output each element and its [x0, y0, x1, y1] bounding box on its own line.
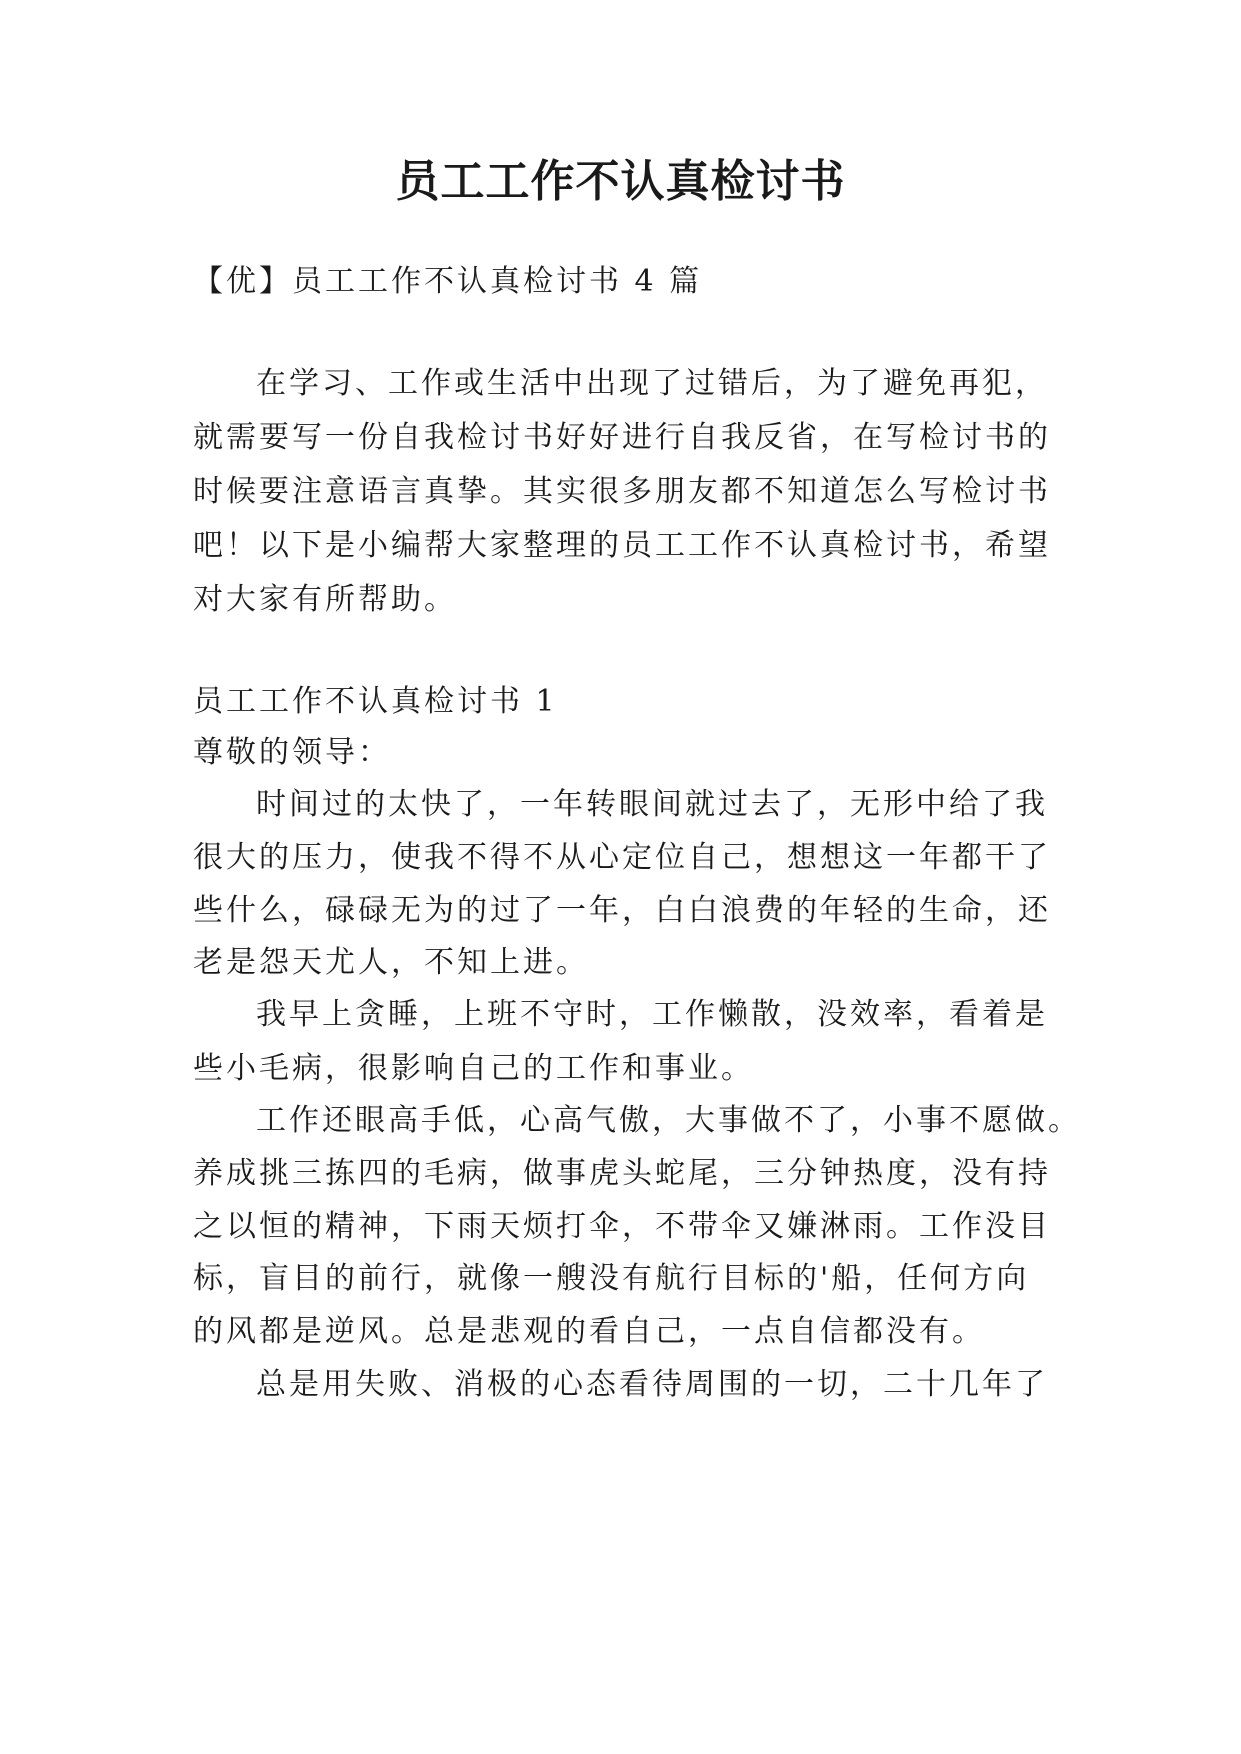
intro-line: 在学习、工作或生活中出现了过错后，为了避免再犯， — [256, 366, 1048, 401]
body-line: 些小毛病，很影响自己的工作和事业。 — [193, 1051, 754, 1086]
intro-line: 时候要注意语言真挚。其实很多朋友都不知道怎么写检讨书 — [193, 474, 1051, 509]
body-line: 老是怨天尤人，不知上进。 — [193, 945, 589, 980]
body-line: 很大的压力，使我不得不从心定位自己，想想这一年都干了 — [193, 840, 1051, 875]
body-line: 总是用失败、消极的心态看待周围的一切，二十几年了 — [256, 1367, 1048, 1402]
body-line: 之以恒的精神，下雨天烦打伞，不带伞又嫌淋雨。工作没目 — [193, 1209, 1051, 1244]
body-line: 的风都是逆风。总是悲观的看自己，一点自信都没有。 — [193, 1314, 985, 1349]
body-line: 我早上贪睡，上班不守时，工作懒散，没效率，看着是 — [256, 997, 1048, 1032]
body-line: 标，盲目的前行，就像一艘没有航行目标的'船，任何方向 — [193, 1261, 1030, 1296]
body-line: 些什么，碌碌无为的过了一年，白白浪费的年轻的生命，还 — [193, 893, 1051, 928]
body-line: 养成挑三拣四的毛病，做事虎头蛇尾，三分钟热度，没有持 — [193, 1156, 1051, 1191]
intro-line: 就需要写一份自我检讨书好好进行自我反省，在写检讨书的 — [193, 420, 1051, 455]
body-line: 时间过的太快了，一年转眼间就过去了，无形中给了我 — [256, 787, 1048, 822]
salutation: 尊敬的领导： — [193, 735, 391, 770]
document-title: 员工工作不认真检讨书 — [395, 156, 846, 207]
section-heading: 员工工作不认真检讨书 1 — [193, 684, 558, 719]
document-subtitle: 【优】员工工作不认真检讨书 4 篇 — [193, 264, 703, 299]
intro-line: 吧！以下是小编帮大家整理的员工工作不认真检讨书，希望 — [193, 528, 1051, 563]
intro-line: 对大家有所帮助。 — [193, 582, 457, 617]
body-line: 工作还眼高手低，心高气傲，大事做不了，小事不愿做。 — [256, 1103, 1081, 1138]
